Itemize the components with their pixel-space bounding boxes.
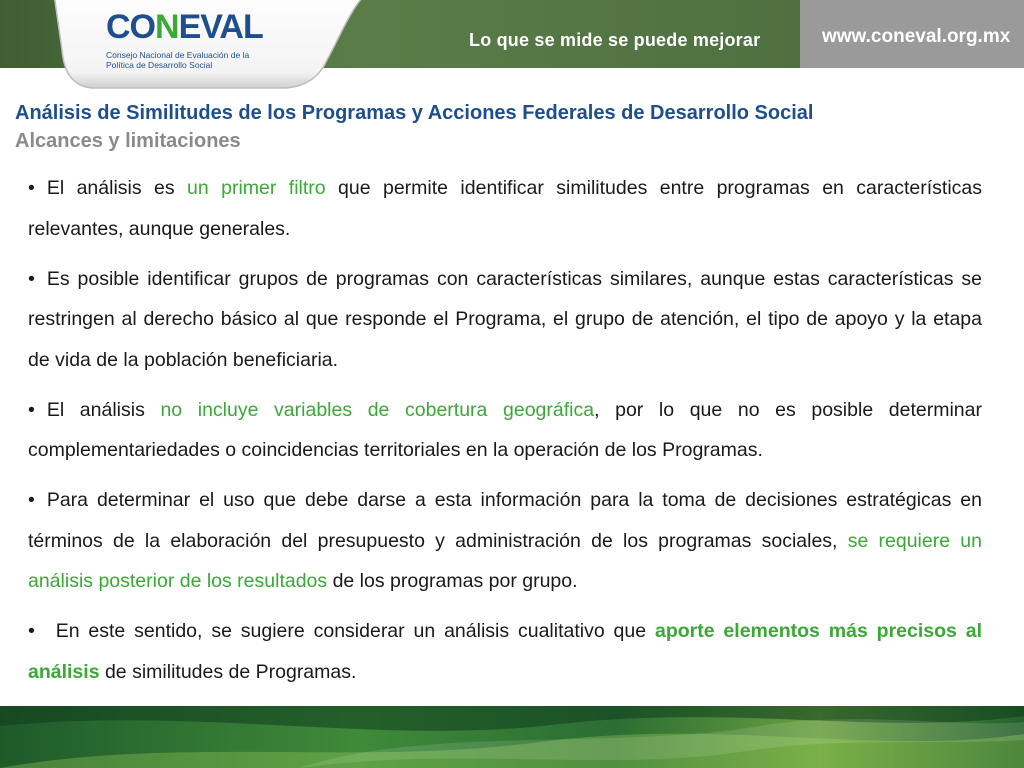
bullet-list <box>28 168 982 702</box>
bullet-text: que permite identificar similitudes entre programas en características relevantes, aunque generales. <box>28 177 982 240</box>
bullet-dot: • <box>28 177 35 199</box>
bullet-dot: • <box>28 398 35 421</box>
bullet-dot: • <box>28 489 35 511</box>
bullet-text: , por lo que no es posible determinar complementariedades o coincidencias territoriales en la operación de los Programas. <box>28 398 982 461</box>
page-title: Análisis de Similitudes de los Programas y Acciones Federales de Desarrollo Social <box>15 102 814 124</box>
coneval-logo <box>106 8 263 47</box>
bullet-text: de similitudes de Programas. <box>99 660 357 683</box>
bullet-text: En este sentido, se sugiere considerar un análisis cualitativo que <box>46 620 655 642</box>
bullet-item-4 <box>28 480 982 602</box>
bullet-dot: • <box>28 267 35 290</box>
bullet-item-3 <box>28 390 982 471</box>
bullet-item-2 <box>28 259 982 381</box>
bullet-dot: • <box>28 620 35 642</box>
logo-part-co: CO <box>106 8 155 46</box>
bullet-text: Para determinar el uso que debe darse a esta información para la toma de decisiones estratégicas en términos de la elaboración del presupuesto y administración de los programas sociales, <box>28 489 982 552</box>
bullet-text: El análisis <box>46 398 161 421</box>
footer-banner <box>0 706 1024 768</box>
logo-subtitle: Consejo Nacional de Evaluación de la Política de Desarrollo Social <box>106 50 250 70</box>
bullet-highlight: aporte elementos más precisos al análisis <box>28 620 982 683</box>
logo-part-eval: EVAL <box>178 8 263 46</box>
page-subtitle: Alcances y limitaciones <box>15 130 241 152</box>
bullet-text: de los programas por grupo. <box>327 570 578 592</box>
bullet-text: El análisis es <box>46 177 188 199</box>
bullet-highlight: un primer filtro <box>187 177 326 199</box>
bullet-text: Es posible identificar grupos de programas con características similares, aunque estas características se restringen al derecho básico al que responde el Programa, el grupo de atención, el tipo de apoyo y la etapa de vida de la población beneficiaria. <box>28 267 982 371</box>
header-url[interactable]: www.coneval.org.mx <box>822 26 1011 47</box>
bullet-highlight: se requiere un análisis posterior de los resultados <box>28 529 982 592</box>
bullet-highlight: no incluye variables de cobertura geográfica <box>160 398 595 421</box>
logo-part-n: N <box>155 8 179 46</box>
bullet-item-1 <box>28 168 982 249</box>
header-tagline: Lo que se mide se puede mejorar <box>469 30 761 50</box>
bullet-item-5 <box>28 611 982 692</box>
footer-swoosh <box>0 706 1024 768</box>
